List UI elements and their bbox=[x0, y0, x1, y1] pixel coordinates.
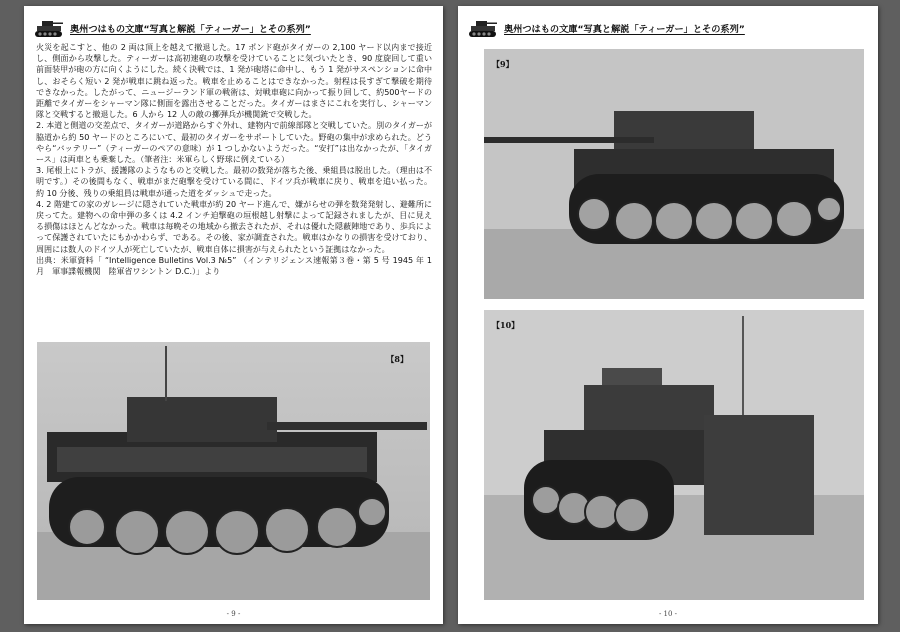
paragraph-1: 火災を起こすと、他の 2 両は頂上を越えて撤退した。17 ポンド砲がタイガーの 2,100 ヤード以内まで接近し、側面から攻撃した。ティーガーは高初速砲の攻撃を受けていることに気づいたとき、90 度旋回して重い前面装甲が砲の方に向くようにした。続く決戦では、1 発が砲塔に命中し、もう 1 発がサスペンションに命中し、おそらく短い 2 発が戦車に跳ね返った。戦車を止めることはできなかった。射程は長すぎて撃破を期待できなかった。したがって、ニュージーランド軍の戦術は、対戦車砲に向かって振り回して、約500ヤードの距離でタイガーをシャーマン隊に側面を露出させることだった。タイガーはまさにこれを実行し、シャーマン隊と交戦すると撤退した。6 人から 12 人の敵の擲弾兵が機関銃で交戦した。 bbox=[36, 43, 432, 120]
header-title: 奥州つはもの文庫“写真と解説「ティーガー」とその系列” bbox=[70, 24, 311, 35]
photo-label-9: 【9】 bbox=[492, 59, 514, 69]
paragraph-4: 4. 2 階建ての家のガレージに隠されていた戦車が約 20 ヤード進んで、嫌がらせの弾を数発発射し、避難所に戻ってた。建物への命中弾の多くは 4.2 インチ迫撃砲の垣根越し射撃によって記録されましたが、目に見える損傷はほとんどなかった。戦車は毎晩その地域から撤去されたが、それは優れた隠蔽陣地であり、歩兵によって保護されていたにもかかわらず、である。その後、家が調査された。戦車はかなりの損害を受けており、周囲には数人のドイツ人が死亡していたが、戦車自体に損害が与えられたという証拠はなかった。 bbox=[36, 199, 432, 254]
page-9 bbox=[24, 6, 443, 624]
tiger-tank-rear-photo bbox=[484, 310, 864, 600]
page-number: - 10 - bbox=[658, 610, 678, 618]
tiger-tank-photo bbox=[484, 49, 864, 299]
page-header bbox=[34, 14, 311, 42]
page-header bbox=[468, 14, 745, 42]
photo-9 bbox=[484, 49, 864, 299]
source-citation: 出典：米軍資料「 “Intelligence Bulletins Vol.3 №5” （インテリジェンス速報第３巻・第 5 号 1945 年 1 月 軍事諜報機関 陸軍省ワシントン D.C.）」より bbox=[36, 255, 432, 277]
header-title: 奥州つはもの文庫“写真と解説「ティーガー」とその系列” bbox=[504, 24, 745, 35]
page-number: - 9 - bbox=[226, 610, 241, 618]
page-10 bbox=[458, 6, 878, 624]
article-body bbox=[36, 42, 432, 277]
photo-label-10: 【10】 bbox=[492, 320, 520, 330]
photo-10 bbox=[484, 310, 864, 600]
photo-label-8: 【8】 bbox=[386, 354, 408, 364]
paragraph-2: 2. 本道と側道の交差点で、タイガーが道路からすぐ外れ、建物内で前線部隊と交戦していた。別のタイガーが脇道から約 50 ヤードのところにいて、最初のタイガーをサポートしていた。野砲の集中が求められた。どうやら“バッテリー”（ティーガーのペアの意味）が 1 つしかないようだった。“安打”は出なかったが、「タイガース」は両車とも乗棄した。（筆者注：米軍らしく野球に例えている） bbox=[36, 121, 433, 165]
paragraph-3: 3. 尾根上にトラが、援護隊のようなものと交戦した。最初の数発が落ちた後、乗組員は脱出した。（理由は不明です。）その後間もなく、戦車がまだ砲撃を受けている間に、ドイツ兵が戦車に戻り、戦車を追い払った。約 10 分後、残りの乗組員は戦車が通った道をダッシュで走った。 bbox=[36, 166, 432, 198]
tank-logo-icon bbox=[468, 17, 498, 39]
tank-logo-icon bbox=[34, 17, 64, 39]
photo-8 bbox=[37, 342, 430, 600]
tiger-tank-photo bbox=[37, 342, 430, 600]
